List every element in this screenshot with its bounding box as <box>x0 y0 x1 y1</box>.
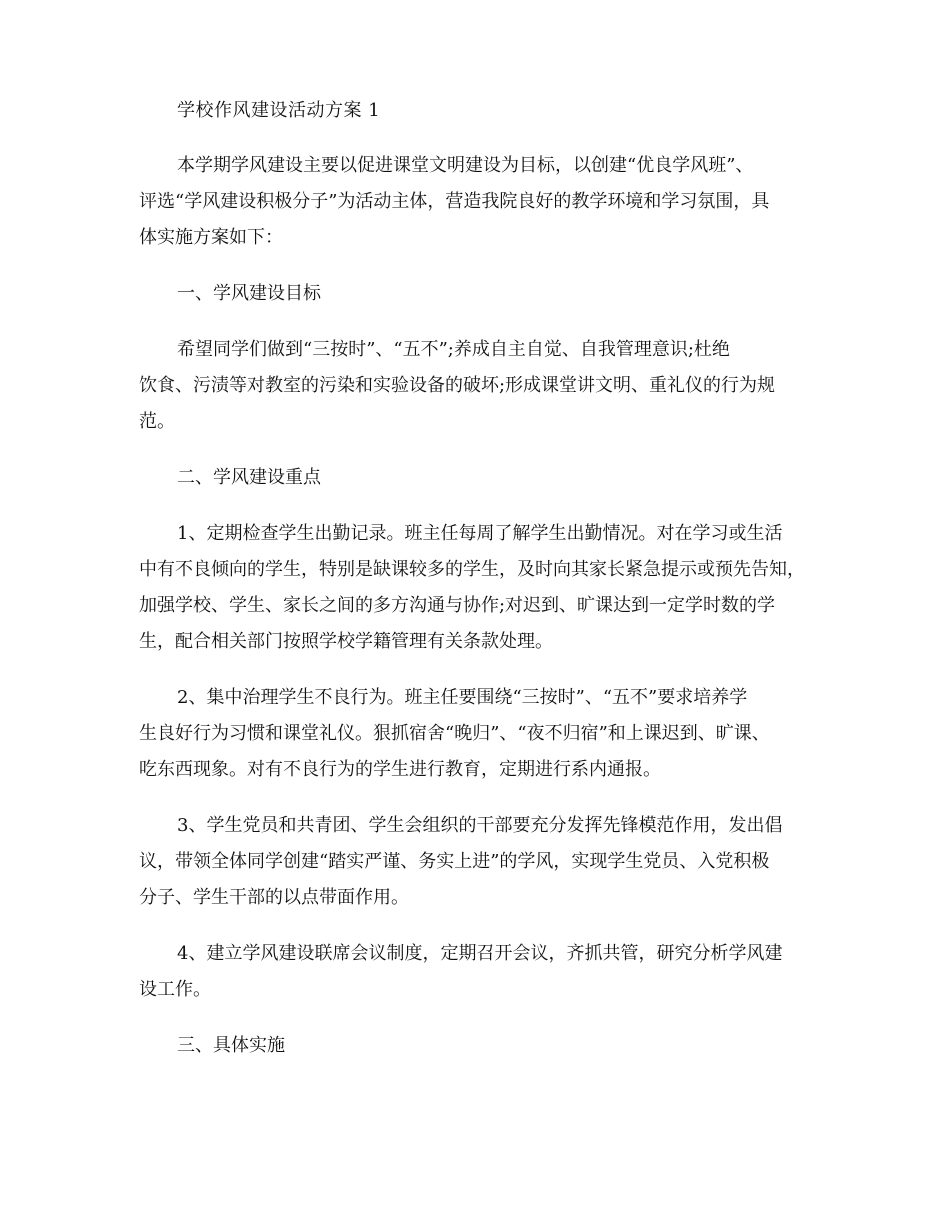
text-line: 一、学风建设目标 <box>177 283 321 304</box>
text-line: 范。 <box>139 411 175 432</box>
paragraph-point-4 <box>139 936 819 1008</box>
document-body <box>139 94 819 1064</box>
text-line: 1、定期检查学生出勤记录。班主任每周了解学生出勤情况。对在学习或生活 <box>177 523 783 544</box>
text-line: 2、集中治理学生不良行为。班主任要围绕“三按时”、“五不”要求培养学 <box>177 687 748 708</box>
text-line: 本学期学风建设主要以促进课堂文明建设为目标，以创建“优良学风班”、 <box>177 155 754 176</box>
spacer <box>139 1008 819 1028</box>
text-line: 4、建立学风建设联席会议制度，定期召开会议，齐抓共管，研究分析学风建 <box>177 943 783 964</box>
section-heading-focus <box>139 460 819 496</box>
text-line: 分子、学生干部的以点带面作用。 <box>139 887 409 908</box>
spacer <box>139 256 819 276</box>
spacer <box>139 496 819 516</box>
spacer <box>139 916 819 936</box>
text-line: 饮食、污渍等对教室的污染和实验设备的破坏;形成课堂讲文明、重礼仪的行为规 <box>139 375 776 396</box>
paragraph-point-3 <box>139 808 819 916</box>
spacer <box>139 312 819 332</box>
spacer <box>139 660 819 680</box>
paragraph-point-1 <box>139 516 819 660</box>
spacer <box>139 440 819 460</box>
text-line: 吃东西现象。对有不良行为的学生进行教育，定期进行系内通报。 <box>139 759 661 780</box>
section-heading-implementation <box>139 1028 819 1064</box>
text-line: 生，配合相关部门按照学校学籍管理有关条款处理。 <box>139 631 553 652</box>
text-line: 中有不良倾向的学生，特别是缺课较多的学生，及时向其家长紧急提示或预先告知， <box>139 559 805 580</box>
text-line: 评选“学风建设积极分子”为活动主体，营造我院良好的教学环境和学习氛围，具 <box>139 191 770 212</box>
text-line: 二、学风建设重点 <box>177 467 321 488</box>
text-line: 3、学生党员和共青团、学生会组织的干部要充分发挥先锋模范作用，发出倡 <box>177 815 783 836</box>
paragraph-intro <box>139 148 819 256</box>
section-heading-goals <box>139 276 819 312</box>
paragraph-goal <box>139 332 819 440</box>
document-title: 学校作风建设活动方案 1 <box>177 100 381 121</box>
text-line: 议，带领全体同学创建“踏实严谨、务实上进”的学风，实现学生党员、入党积极 <box>139 851 770 872</box>
text-line: 体实施方案如下： <box>139 227 283 248</box>
text-line: 设工作。 <box>139 979 211 1000</box>
spacer <box>139 128 819 148</box>
paragraph-point-2 <box>139 680 819 788</box>
spacer <box>139 788 819 808</box>
text-line: 生良好行为习惯和课堂礼仪。狠抓宿舍“晚归”、“夜不归宿”和上课迟到、旷课、 <box>139 723 770 744</box>
text-line: 希望同学们做到“三按时”、“五不”;养成自主自觉、自我管理意识;杜绝 <box>177 339 730 360</box>
text-line: 加强学校、学生、家长之间的多方沟通与协作;对迟到、旷课达到一定学时数的学 <box>139 595 776 616</box>
text-line: 三、具体实施 <box>177 1035 285 1056</box>
